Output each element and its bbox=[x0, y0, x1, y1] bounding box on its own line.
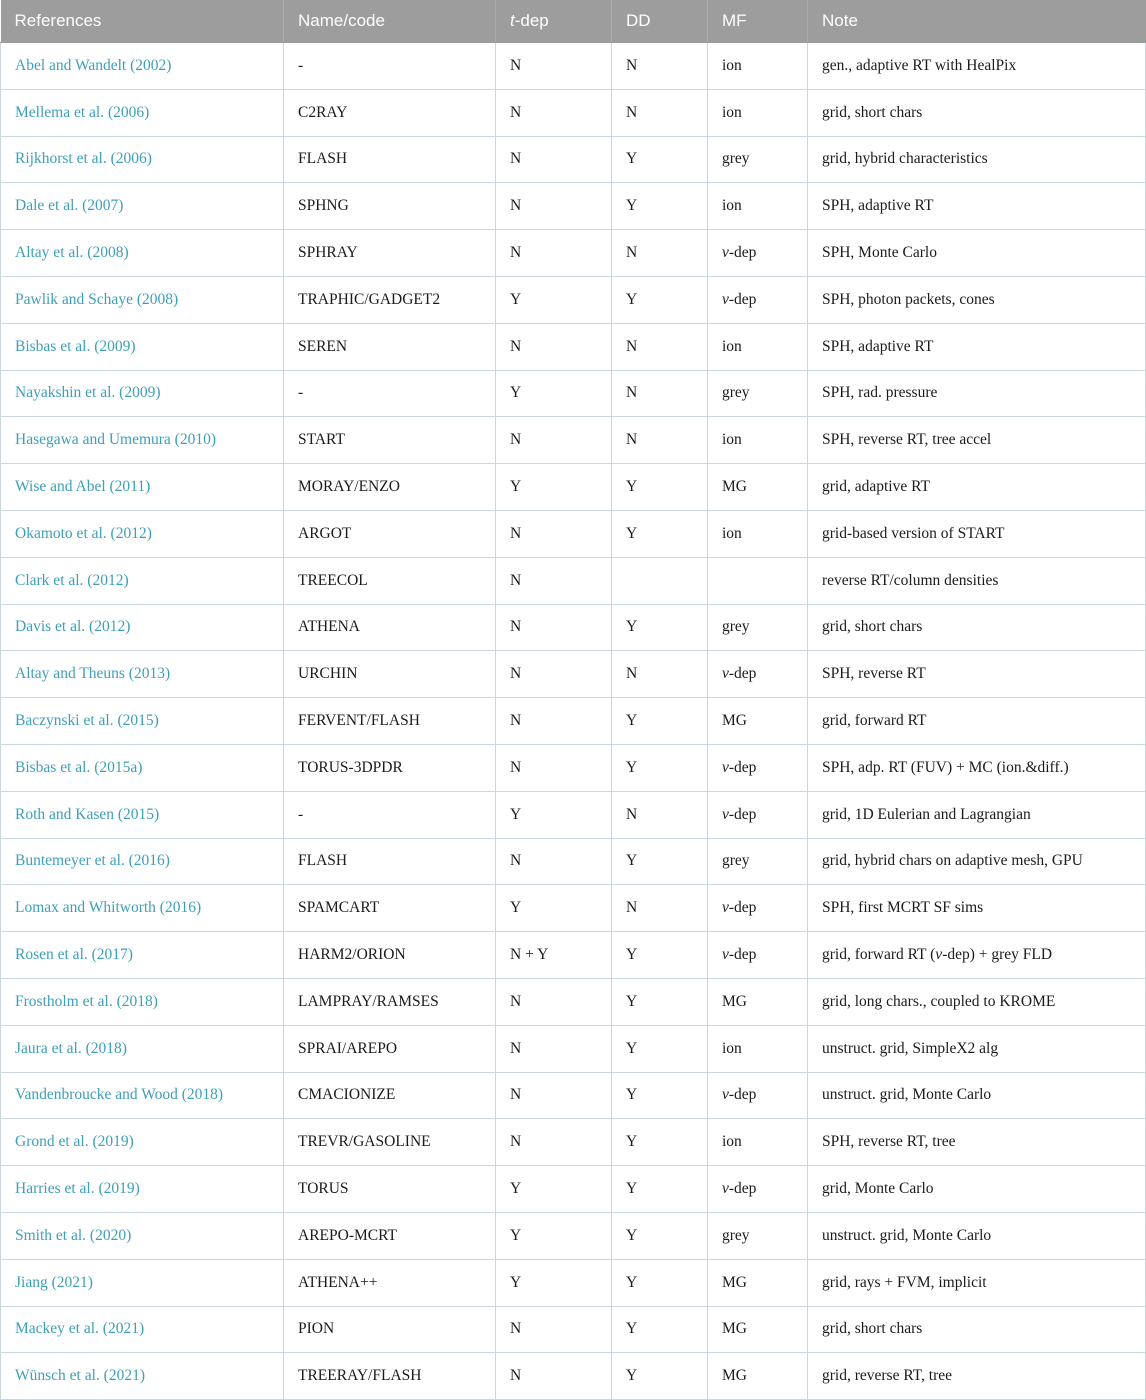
reference-cell bbox=[1, 1119, 284, 1166]
note-cell: SPH, reverse RT, tree accel bbox=[808, 417, 1146, 464]
tdep-cell: N bbox=[496, 1353, 612, 1400]
note-cell: grid, short chars bbox=[808, 89, 1146, 136]
table-header-row bbox=[1, 0, 1146, 43]
note-cell: gen., adaptive RT with HealPix bbox=[808, 43, 1146, 90]
reference-cell bbox=[1, 838, 284, 885]
note-cell: SPH, adaptive RT bbox=[808, 183, 1146, 230]
note-cell: grid, hybrid chars on adaptive mesh, GPU bbox=[808, 838, 1146, 885]
table-row bbox=[1, 1353, 1146, 1400]
mf-cell: ν-dep bbox=[708, 885, 808, 932]
tdep-cell: Y bbox=[496, 276, 612, 323]
dd-cell: N bbox=[612, 230, 708, 277]
reference-cell bbox=[1, 43, 284, 90]
dd-cell: N bbox=[612, 885, 708, 932]
mf-cell bbox=[708, 557, 808, 604]
table-row bbox=[1, 136, 1146, 183]
dd-cell: N bbox=[612, 791, 708, 838]
tdep-cell: N bbox=[496, 978, 612, 1025]
dd-cell: Y bbox=[612, 1166, 708, 1213]
reference-cell bbox=[1, 1025, 284, 1072]
header-cell-references: References bbox=[1, 0, 284, 43]
tdep-cell: N bbox=[496, 1025, 612, 1072]
reference-link[interactable]: Wünsch et al. (2021) bbox=[15, 1367, 145, 1385]
table-row bbox=[1, 838, 1146, 885]
mf-cell: MG bbox=[708, 1353, 808, 1400]
code-cell: AREPO-MCRT bbox=[284, 1212, 496, 1259]
reference-cell bbox=[1, 230, 284, 277]
header-cell-name-code: Name/code bbox=[284, 0, 496, 43]
reference-link[interactable]: Altay and Theuns (2013) bbox=[15, 665, 171, 683]
reference-cell bbox=[1, 1072, 284, 1119]
reference-cell bbox=[1, 1306, 284, 1353]
table-row bbox=[1, 89, 1146, 136]
reference-cell bbox=[1, 370, 284, 417]
dd-cell: Y bbox=[612, 510, 708, 557]
dd-cell: N bbox=[612, 323, 708, 370]
dd-cell: N bbox=[612, 89, 708, 136]
reference-link[interactable]: Frostholm et al. (2018) bbox=[15, 992, 158, 1010]
mf-cell: ion bbox=[708, 323, 808, 370]
mf-cell: grey bbox=[708, 370, 808, 417]
note-cell: grid, rays + FVM, implicit bbox=[808, 1259, 1146, 1306]
code-cell: - bbox=[284, 43, 496, 90]
mf-cell: grey bbox=[708, 1212, 808, 1259]
table-row bbox=[1, 183, 1146, 230]
reference-cell bbox=[1, 89, 284, 136]
dd-cell: Y bbox=[612, 744, 708, 791]
note-cell: grid, 1D Eulerian and Lagrangian bbox=[808, 791, 1146, 838]
note-cell: SPH, photon packets, cones bbox=[808, 276, 1146, 323]
reference-cell bbox=[1, 1166, 284, 1213]
reference-link[interactable]: Mellema et al. (2006) bbox=[15, 103, 150, 121]
dd-cell: Y bbox=[612, 698, 708, 745]
dd-cell: N bbox=[612, 417, 708, 464]
reference-cell bbox=[1, 417, 284, 464]
reference-link[interactable]: Mackey et al. (2021) bbox=[15, 1320, 145, 1338]
reference-link[interactable]: Roth and Kasen (2015) bbox=[15, 805, 160, 823]
mf-cell: ion bbox=[708, 1025, 808, 1072]
note-cell: SPH, first MCRT SF sims bbox=[808, 885, 1146, 932]
reference-link[interactable]: Bisbas et al. (2015a) bbox=[15, 758, 143, 776]
table-row bbox=[1, 885, 1146, 932]
reference-link[interactable]: Dale et al. (2007) bbox=[15, 197, 124, 215]
reference-cell bbox=[1, 1353, 284, 1400]
code-cell: ATHENA bbox=[284, 604, 496, 651]
table-row bbox=[1, 1072, 1146, 1119]
mf-cell: ν-dep bbox=[708, 276, 808, 323]
code-cell: START bbox=[284, 417, 496, 464]
code-cell: TREVR/GASOLINE bbox=[284, 1119, 496, 1166]
dd-cell: Y bbox=[612, 1119, 708, 1166]
code-cell: SPAMCART bbox=[284, 885, 496, 932]
reference-cell bbox=[1, 885, 284, 932]
note-cell: grid, Monte Carlo bbox=[808, 1166, 1146, 1213]
reference-cell bbox=[1, 698, 284, 745]
code-cell: FLASH bbox=[284, 136, 496, 183]
table-row bbox=[1, 417, 1146, 464]
table-row bbox=[1, 1025, 1146, 1072]
dd-cell: Y bbox=[612, 932, 708, 979]
code-cell: TREECOL bbox=[284, 557, 496, 604]
note-cell: unstruct. grid, Monte Carlo bbox=[808, 1212, 1146, 1259]
reference-link[interactable]: Grond et al. (2019) bbox=[15, 1133, 134, 1151]
tdep-cell: Y bbox=[496, 1259, 612, 1306]
dd-cell: Y bbox=[612, 978, 708, 1025]
mf-cell: ion bbox=[708, 1119, 808, 1166]
mf-cell: grey bbox=[708, 604, 808, 651]
table-row bbox=[1, 557, 1146, 604]
tdep-cell: N bbox=[496, 1072, 612, 1119]
dd-cell: Y bbox=[612, 276, 708, 323]
reference-link[interactable]: Jiang (2021) bbox=[15, 1273, 93, 1291]
note-cell: grid, adaptive RT bbox=[808, 464, 1146, 511]
note-cell: grid, forward RT bbox=[808, 698, 1146, 745]
reference-link[interactable]: Vandenbroucke and Wood (2018) bbox=[15, 1086, 224, 1104]
dd-cell: Y bbox=[612, 838, 708, 885]
code-cell: SPRAI/AREPO bbox=[284, 1025, 496, 1072]
dd-cell: Y bbox=[612, 464, 708, 511]
tdep-cell: N bbox=[496, 1306, 612, 1353]
code-cell: FERVENT/FLASH bbox=[284, 698, 496, 745]
reference-link[interactable]: Harries et al. (2019) bbox=[15, 1180, 140, 1198]
mf-cell: ion bbox=[708, 183, 808, 230]
mf-cell: ion bbox=[708, 43, 808, 90]
mf-cell: MG bbox=[708, 698, 808, 745]
reference-cell bbox=[1, 183, 284, 230]
reference-cell bbox=[1, 1259, 284, 1306]
header-cell-t-dep: t-dep bbox=[496, 0, 612, 43]
mf-cell: MG bbox=[708, 1306, 808, 1353]
table-row bbox=[1, 510, 1146, 557]
note-cell: grid-based version of START bbox=[808, 510, 1146, 557]
code-cell: TREERAY/FLASH bbox=[284, 1353, 496, 1400]
reference-link[interactable]: Abel and Wandelt (2002) bbox=[15, 56, 172, 74]
tdep-cell: Y bbox=[496, 885, 612, 932]
note-cell: grid, hybrid characteristics bbox=[808, 136, 1146, 183]
mf-cell: ν-dep bbox=[708, 791, 808, 838]
dd-cell bbox=[612, 557, 708, 604]
code-cell: - bbox=[284, 791, 496, 838]
table-row bbox=[1, 43, 1146, 90]
header-cell-dd: DD bbox=[612, 0, 708, 43]
tdep-cell: Y bbox=[496, 1166, 612, 1213]
tdep-cell: N bbox=[496, 510, 612, 557]
reference-link[interactable]: Wise and Abel (2011) bbox=[15, 478, 151, 496]
code-cell: C2RAY bbox=[284, 89, 496, 136]
tdep-cell: N bbox=[496, 323, 612, 370]
tdep-cell: N bbox=[496, 744, 612, 791]
reference-link[interactable]: Lomax and Whitworth (2016) bbox=[15, 899, 202, 917]
reference-cell bbox=[1, 791, 284, 838]
tdep-cell: Y bbox=[496, 791, 612, 838]
tdep-cell: Y bbox=[496, 370, 612, 417]
mf-cell: ν-dep bbox=[708, 1166, 808, 1213]
reference-cell bbox=[1, 464, 284, 511]
table-row bbox=[1, 791, 1146, 838]
dd-cell: Y bbox=[612, 1025, 708, 1072]
note-cell: reverse RT/column densities bbox=[808, 557, 1146, 604]
table-row bbox=[1, 651, 1146, 698]
mf-cell: ν-dep bbox=[708, 932, 808, 979]
mf-cell: ion bbox=[708, 510, 808, 557]
dd-cell: Y bbox=[612, 1072, 708, 1119]
dd-cell: N bbox=[612, 43, 708, 90]
note-cell: unstruct. grid, SimpleX2 alg bbox=[808, 1025, 1146, 1072]
note-cell: grid, long chars., coupled to KROME bbox=[808, 978, 1146, 1025]
table-row bbox=[1, 932, 1146, 979]
tdep-cell: Y bbox=[496, 1212, 612, 1259]
dd-cell: Y bbox=[612, 183, 708, 230]
reference-cell bbox=[1, 604, 284, 651]
mf-cell: MG bbox=[708, 978, 808, 1025]
mf-cell: MG bbox=[708, 1259, 808, 1306]
tdep-cell: N bbox=[496, 838, 612, 885]
tdep-cell: N bbox=[496, 230, 612, 277]
reference-link[interactable]: Rosen et al. (2017) bbox=[15, 946, 133, 964]
reference-link[interactable]: Hasegawa and Umemura (2010) bbox=[15, 431, 216, 449]
code-cell: LAMPRAY/RAMSES bbox=[284, 978, 496, 1025]
reference-link[interactable]: Bisbas et al. (2009) bbox=[15, 337, 136, 355]
note-cell: grid, reverse RT, tree bbox=[808, 1353, 1146, 1400]
table-row bbox=[1, 978, 1146, 1025]
reference-link[interactable]: Jaura et al. (2018) bbox=[15, 1039, 127, 1057]
reference-cell bbox=[1, 978, 284, 1025]
note-cell: SPH, rad. pressure bbox=[808, 370, 1146, 417]
table-row bbox=[1, 276, 1146, 323]
header-cell-mf: MF bbox=[708, 0, 808, 43]
reference-cell bbox=[1, 744, 284, 791]
table-row bbox=[1, 1119, 1146, 1166]
code-cell: HARM2/ORION bbox=[284, 932, 496, 979]
reference-link[interactable]: Baczynski et al. (2015) bbox=[15, 712, 159, 730]
dd-cell: Y bbox=[612, 1259, 708, 1306]
mf-cell: grey bbox=[708, 838, 808, 885]
mf-cell: MG bbox=[708, 464, 808, 511]
code-cell: ATHENA++ bbox=[284, 1259, 496, 1306]
dd-cell: Y bbox=[612, 1353, 708, 1400]
table-row bbox=[1, 744, 1146, 791]
note-cell: grid, forward RT (ν-dep) + grey FLD bbox=[808, 932, 1146, 979]
code-cell: MORAY/ENZO bbox=[284, 464, 496, 511]
code-cell: FLASH bbox=[284, 838, 496, 885]
table-row bbox=[1, 1212, 1146, 1259]
mf-cell: ν-dep bbox=[708, 1072, 808, 1119]
code-cell: TORUS bbox=[284, 1166, 496, 1213]
tdep-cell: N bbox=[496, 698, 612, 745]
dd-cell: N bbox=[612, 651, 708, 698]
note-cell: unstruct. grid, Monte Carlo bbox=[808, 1072, 1146, 1119]
code-cell: SEREN bbox=[284, 323, 496, 370]
reference-link[interactable]: Altay et al. (2008) bbox=[15, 244, 129, 262]
reference-link[interactable]: Rijkhorst et al. (2006) bbox=[15, 150, 152, 168]
reference-cell bbox=[1, 323, 284, 370]
tdep-cell: N + Y bbox=[496, 932, 612, 979]
tdep-cell: N bbox=[496, 651, 612, 698]
tdep-cell: N bbox=[496, 43, 612, 90]
dd-cell: N bbox=[612, 370, 708, 417]
code-cell: TORUS-3DPDR bbox=[284, 744, 496, 791]
table-row bbox=[1, 1259, 1146, 1306]
note-cell: grid, short chars bbox=[808, 1306, 1146, 1353]
code-cell: TRAPHIC/GADGET2 bbox=[284, 276, 496, 323]
table-row bbox=[1, 698, 1146, 745]
tdep-cell: Y bbox=[496, 464, 612, 511]
reference-link[interactable]: Smith et al. (2020) bbox=[15, 1226, 132, 1244]
reference-cell bbox=[1, 276, 284, 323]
reference-cell bbox=[1, 557, 284, 604]
code-cell: - bbox=[284, 370, 496, 417]
code-cell: SPHNG bbox=[284, 183, 496, 230]
mf-cell: ν-dep bbox=[708, 230, 808, 277]
table-row bbox=[1, 370, 1146, 417]
table-row bbox=[1, 230, 1146, 277]
table-row bbox=[1, 604, 1146, 651]
reference-link[interactable]: Pawlik and Schaye (2008) bbox=[15, 290, 179, 308]
mf-cell: ion bbox=[708, 417, 808, 464]
header-cell-note: Note bbox=[808, 0, 1146, 43]
table-row bbox=[1, 1306, 1146, 1353]
note-cell: SPH, Monte Carlo bbox=[808, 230, 1146, 277]
code-cell: URCHIN bbox=[284, 651, 496, 698]
dd-cell: Y bbox=[612, 1212, 708, 1259]
dd-cell: Y bbox=[612, 136, 708, 183]
tdep-cell: N bbox=[496, 89, 612, 136]
reference-link[interactable]: Davis et al. (2012) bbox=[15, 618, 131, 636]
tdep-cell: N bbox=[496, 417, 612, 464]
mf-cell: grey bbox=[708, 136, 808, 183]
code-cell: PION bbox=[284, 1306, 496, 1353]
code-cell: ARGOT bbox=[284, 510, 496, 557]
reference-link[interactable]: Clark et al. (2012) bbox=[15, 571, 129, 589]
dd-cell: Y bbox=[612, 604, 708, 651]
note-cell: SPH, adaptive RT bbox=[808, 323, 1146, 370]
tdep-cell: N bbox=[496, 136, 612, 183]
reference-cell bbox=[1, 932, 284, 979]
tdep-cell: N bbox=[496, 1119, 612, 1166]
tdep-cell: N bbox=[496, 183, 612, 230]
reference-link[interactable]: Okamoto et al. (2012) bbox=[15, 524, 152, 542]
table-row bbox=[1, 464, 1146, 511]
table-row bbox=[1, 323, 1146, 370]
tdep-cell: N bbox=[496, 557, 612, 604]
note-cell: grid, short chars bbox=[808, 604, 1146, 651]
reference-cell bbox=[1, 1212, 284, 1259]
table-row bbox=[1, 1166, 1146, 1213]
note-cell: SPH, reverse RT, tree bbox=[808, 1119, 1146, 1166]
mf-cell: ν-dep bbox=[708, 651, 808, 698]
reference-link[interactable]: Nayakshin et al. (2009) bbox=[15, 384, 161, 402]
code-cell: SPHRAY bbox=[284, 230, 496, 277]
note-cell: SPH, reverse RT bbox=[808, 651, 1146, 698]
reference-cell bbox=[1, 510, 284, 557]
reference-link[interactable]: Buntemeyer et al. (2016) bbox=[15, 852, 170, 870]
mf-cell: ion bbox=[708, 89, 808, 136]
note-cell: SPH, adp. RT (FUV) + MC (ion.&diff.) bbox=[808, 744, 1146, 791]
dd-cell: Y bbox=[612, 1306, 708, 1353]
code-cell: CMACIONIZE bbox=[284, 1072, 496, 1119]
mf-cell: ν-dep bbox=[708, 744, 808, 791]
reference-cell bbox=[1, 651, 284, 698]
tdep-cell: N bbox=[496, 604, 612, 651]
reference-cell bbox=[1, 136, 284, 183]
